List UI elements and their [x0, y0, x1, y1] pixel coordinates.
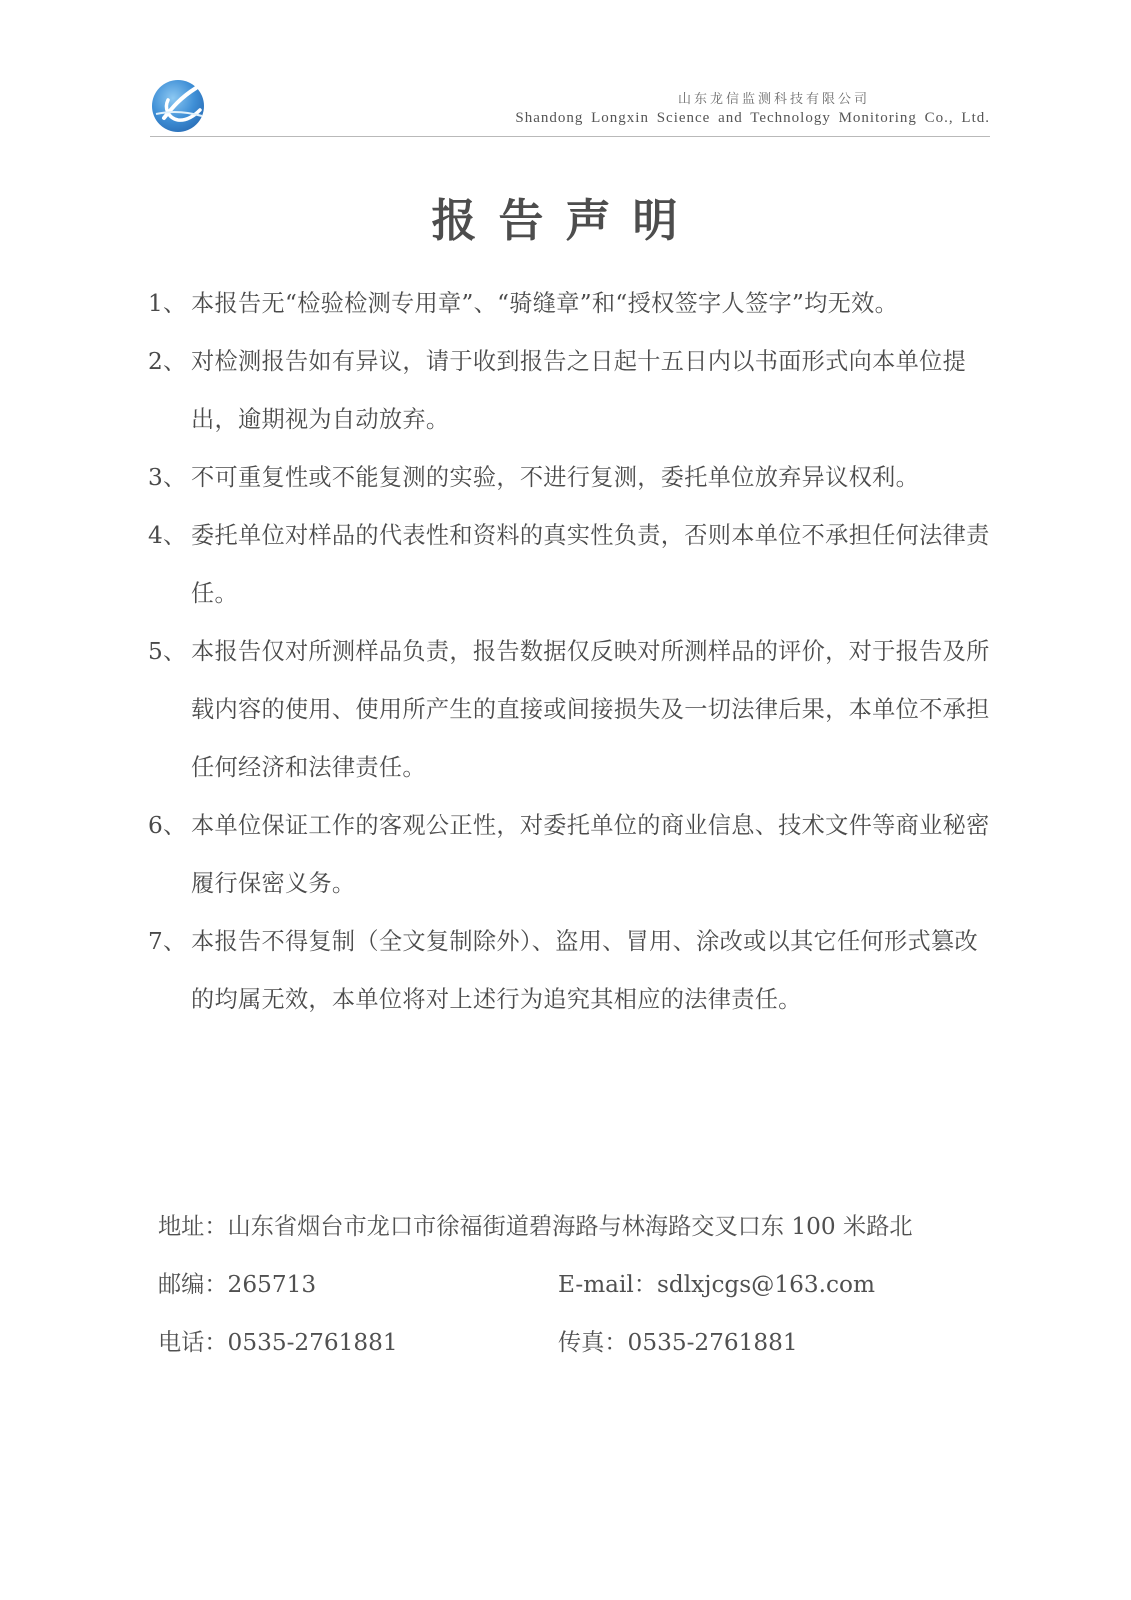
statement-number: 5、 — [148, 638, 187, 665]
statement-number: 3、 — [148, 464, 187, 491]
company-name-en: Shandong Longxin Science and Technology Monitoring Co., Ltd. — [515, 110, 990, 126]
statement-text: 不可重复性或不能复测的实验，不进行复测，委托单位放弃异议权利。 — [191, 464, 920, 491]
contact-info — [158, 1198, 988, 1372]
company-name-cn: 山东龙信监测科技有限公司 — [677, 92, 870, 107]
statement-text: 本报告不得复制（全文复制除外）、盗用、冒用、涂改或以其它任何形式篡改的均属无效，本单位将对上述行为追究其相应的法律责任。 — [191, 928, 978, 1013]
statement-number: 7、 — [148, 928, 187, 955]
statement-item — [148, 449, 990, 507]
statement-item — [148, 913, 990, 1029]
address-text: 地址：山东省烟台市龙口市徐福街道碧海路与林海路交叉口东 100 米路北 — [158, 1213, 913, 1240]
statement-item — [148, 507, 990, 623]
statement-number: 4、 — [148, 522, 187, 549]
statement-text: 本报告仅对所测样品负责，报告数据仅反映对所测样品的评价，对于报告及所载内容的使用、使用所产生的直接或间接损失及一切法律后果，本单位不承担任何经济和法律责任。 — [191, 638, 990, 781]
company-logo-icon — [150, 78, 206, 134]
page-title: 报告声明 — [431, 194, 700, 247]
postcode-text: 邮编：265713 — [158, 1271, 317, 1298]
statement-text: 本报告无“检验检测专用章”、“骑缝章”和“授权签字人签字”均无效。 — [191, 290, 899, 317]
address-row — [158, 1198, 988, 1256]
email-text: E-mail：sdlxjcgs@163.com — [558, 1271, 875, 1298]
phone-text: 电话：0535-2761881 — [158, 1329, 398, 1356]
statement-number: 2、 — [148, 348, 187, 375]
statement-item — [148, 623, 990, 797]
statement-list — [148, 275, 990, 1029]
statement-number: 1、 — [148, 290, 187, 317]
statement-text: 对检测报告如有异议，请于收到报告之日起十五日内以书面形式向本单位提出，逾期视为自动放弃。 — [191, 348, 967, 433]
statement-item — [148, 333, 990, 449]
statement-text: 委托单位对样品的代表性和资料的真实性负责，否则本单位不承担任何法律责任。 — [191, 522, 990, 607]
header-divider — [150, 136, 990, 137]
postcode-email-row — [158, 1256, 988, 1314]
statement-text: 本单位保证工作的客观公正性，对委托单位的商业信息、技术文件等商业秘密履行保密义务。 — [191, 812, 990, 897]
page-header — [150, 78, 990, 136]
statement-item — [148, 797, 990, 913]
statement-item — [148, 275, 990, 333]
fax-text: 传真：0535-2761881 — [558, 1329, 798, 1356]
statement-number: 6、 — [148, 812, 187, 839]
phone-fax-row — [158, 1314, 988, 1372]
